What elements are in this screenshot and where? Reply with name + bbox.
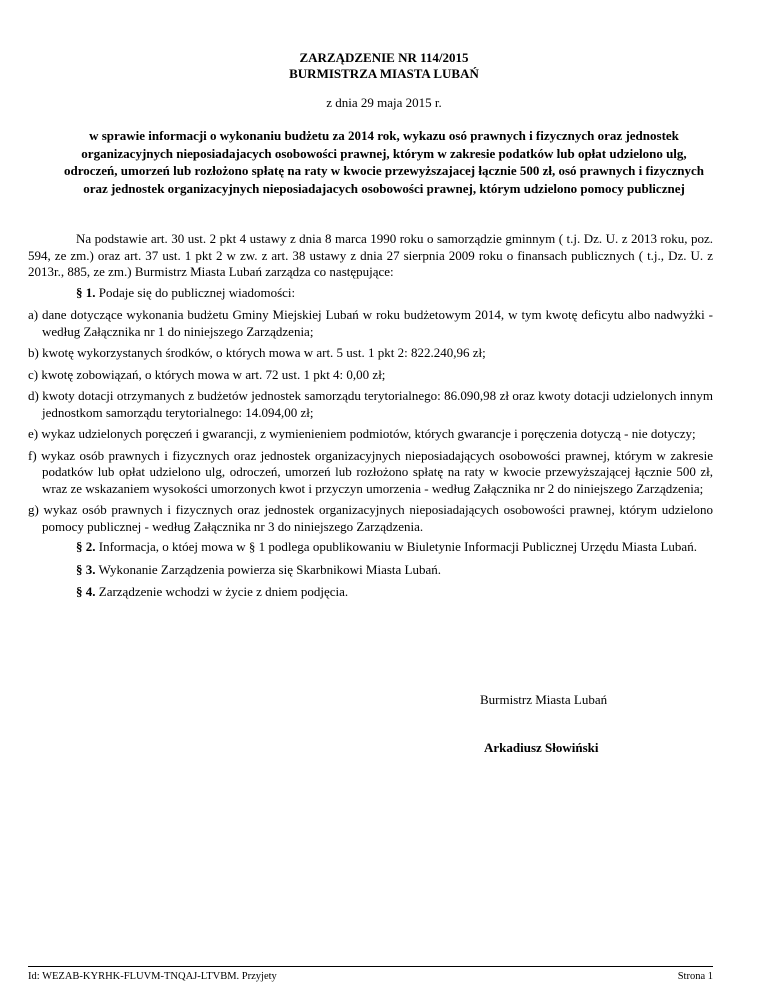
document-date: z dnia 29 maja 2015 r. (326, 95, 442, 110)
preamble: Na podstawie art. 30 ust. 2 pkt 4 ustawy z dnia 8 marca 1990 roku o samorządzie gminnym ( t.j. Dz. U. z 2013 roku, poz. 594, ze zm.) oraz art. 37 ust. 1 pkt 2 w zw. z art. 38 ustawy z dnia 27 sierpnia 2009 roku o finansach publicznych ( t.j., Dz. U. z 2013r., 885, ze zm.) Burmistrz Miasta Lubań zarządza co następujące: (28, 231, 713, 279)
footer-document-id: Id: WEZAB-KYRHK-FLUVM-TNQAJ-LTVBM. Przyjety (28, 971, 277, 982)
section-4-text: Zarządzenie wchodzi w życie z dniem podjęcia. (95, 584, 349, 599)
list-item-f: f) wykaz osób prawnych i fizycznych oraz jednostek organizacyjnych nieposiadających osobowości prawnej, którym w zakresie podatków lub opłat udzielono ulg, odroczeń, umorzeń lub rozłożono spłatę na raty w kwocie przewyższającej łącznie 500 zł, wraz ze wskazaniem wysokości umorzonych kwot i przyczyn umorzenia - według Załącznika nr 2 do niniejszego Zarządzenia; (28, 447, 713, 496)
document-subject: w sprawie informacji o wykonaniu budżetu za 2014 rok, wykazu osó prawnych i fizycznych oraz jednostek organizacyjnych nieposiadajacych osobowości prawnej, którym w zakresie podatków lub opłat udzielono ulg, odroczeń, umorzeń lub rozłożono spłatę na raty w kwocie przewyższajacej łącznie 500 zł, osó prawnych i fizycznych oraz jednostek organizacyjnych nieposiadajacych osobowości prawnej, którym udzielono pomocy publicznej (63, 128, 705, 196)
document-title-issuer: BURMISTRZA MIASTA LUBAŃ (289, 66, 479, 81)
footer-divider (28, 966, 713, 967)
section-3 (28, 562, 713, 579)
section-4 (28, 584, 713, 601)
list-item-b: b) kwotę wykorzystanych środków, o których mowa w art. 5 ust. 1 pkt 2: 822.240,96 zł; (28, 345, 486, 360)
section-1-label: § 1. (76, 284, 96, 300)
list-item-g: g) wykaz osób prawnych i fizycznych oraz jednostek organizacyjnych nieposiadających osobowości prawnej, którym udzielono pomocy publicznej - według Załącznika nr 3 do niniejszego Zarządzenia. (28, 502, 713, 534)
section-3-label: § 3. (76, 561, 96, 577)
list-item-c: c) kwotę zobowiązań, o których mowa w art. 72 ust. 1 pkt 4: 0,00 zł; (28, 366, 386, 382)
section-2-label: § 2. (76, 539, 96, 554)
signature-name: Arkadiusz Słowiński (484, 740, 599, 755)
section-1 (28, 285, 713, 302)
section-2-text: Informacja, o któej mowa w § 1 podlega opublikowaniu w Biuletynie Informacji Publicznej Urzędu Miasta Lubań. (95, 539, 697, 554)
signature-role: Burmistrz Miasta Lubań (480, 692, 608, 707)
document-title-number: ZARZĄDZENIE NR 114/2015 (299, 50, 469, 65)
footer-page-number: Strona 1 (677, 971, 713, 982)
document-body (28, 231, 713, 601)
list-item-d: d) kwoty dotacji otrzymanych z budżetów jednostek samorządu terytorialnego: 86.090,98 zł oraz kwoty dotacji udzielonych innym jednostkom samorządu terytorialnego: 14.094,00 zł; (28, 388, 713, 420)
section-1-text: Podaje się do publicznej wiadomości: (95, 284, 296, 300)
section-3-text: Wykonanie Zarządzenia powierza się Skarbnikowi Miasta Lubań. (95, 561, 442, 577)
list-item-e: e) wykaz udzielonych poręczeń i gwarancji, z wymienieniem podmiotów, których gwarancje i poręczenia dotyczą - nie dotyczy; (28, 426, 696, 441)
section-4-label: § 4. (76, 584, 96, 599)
list-item-a: a) dane dotyczące wykonania budżetu Gminy Miejskiej Lubań w roku budżetowym 2014, w tym kwotę deficytu albo nadwyżki - według Załącznika nr 1 do niniejszego Zarządzenia; (28, 307, 713, 339)
section-2 (28, 539, 713, 556)
